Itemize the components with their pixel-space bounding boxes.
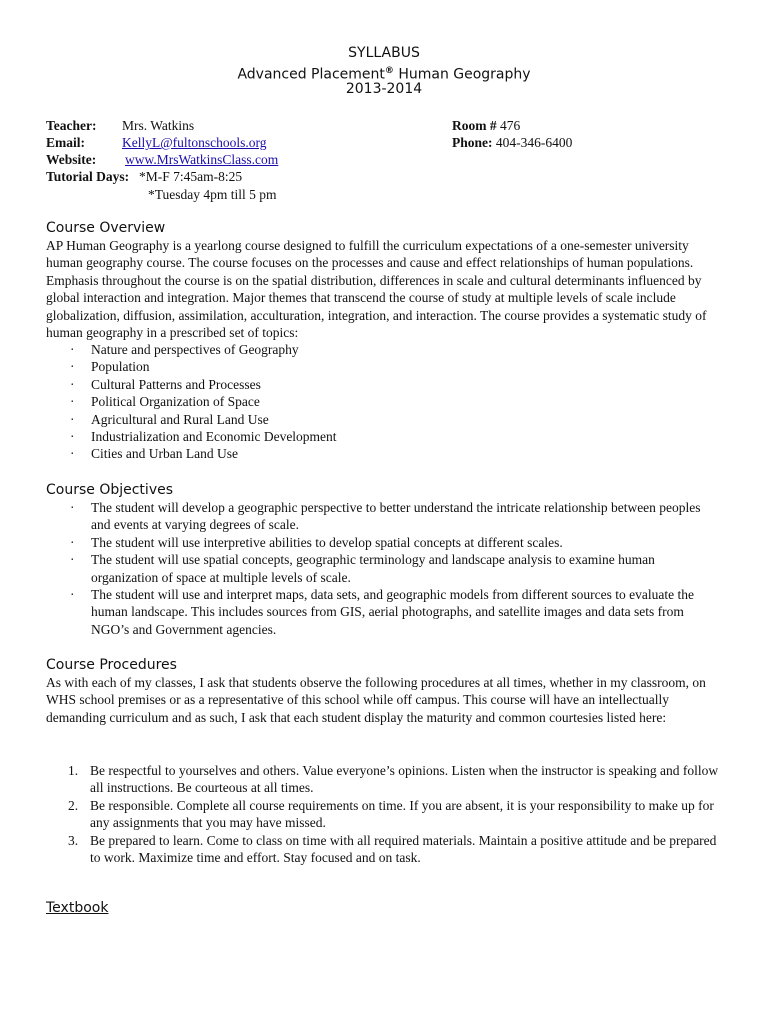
phone-label: Phone: — [452, 135, 493, 150]
procedures-list — [46, 762, 722, 866]
objective-text: The student will use spatial concepts, geographic terminology and landscape analysis to examine human organization of space at multiple levels of scale. — [91, 552, 655, 585]
list-item — [46, 341, 722, 358]
procedure-text: Be respectful to yourselves and others. Value everyone’s opinions. Listen when the instructor is speaking and follow all instructions. Be courteous at all times. — [90, 763, 719, 796]
teacher-value: Mrs. Watkins — [122, 118, 195, 133]
bullet-icon: · — [70, 534, 75, 550]
topic-text: Cities and Urban Land Use — [91, 446, 238, 462]
list-item — [46, 376, 722, 393]
textbook-heading: Textbook — [46, 900, 109, 916]
teacher-label: Teacher: — [46, 118, 97, 133]
tutorial-line-2: *Tuesday 4pm till 5 pm — [148, 187, 277, 202]
list-item — [46, 411, 722, 428]
item-number: 1. — [68, 763, 79, 778]
topic-text: Nature and perspectives of Geography — [91, 342, 299, 357]
procedure-text: Be responsible. Complete all course requirements on time. If you are absent, it is your responsibility to make up for any assignments that you may have missed. — [90, 797, 714, 831]
objective-text: The student will use and interpret maps, data sets, and geographic models from different sources to evaluate the human landscape. This includes sources from GIS, aerial photographs, and satellite images and data sets from NGO’s and Government agencies. — [91, 587, 694, 637]
list-item — [46, 586, 722, 638]
email-label: Email: — [46, 135, 85, 150]
objectives-list — [46, 499, 722, 638]
course-overview-paragraph: AP Human Geography is a yearlong course designed to fulfill the curriculum expectations of a one-semester university human geography course. The course focuses on the processes and cause and effect relationships of human populations. Emphasis throughout the course is on the spatial distribution, differences in scale and cultural determinants influenced by global interaction and integration. Major themes that transcend the course of study at multiple levels of scale include globalization, diffusion, assimilation, acculturation, integration, and interaction. The course provides a systematic study of human geography in a prescribed set of topics: — [46, 238, 707, 341]
list-item — [46, 393, 722, 410]
website-link[interactable]: www.MrsWatkinsClass.com — [125, 152, 279, 167]
bullet-icon: · — [70, 552, 75, 568]
list-item — [46, 445, 722, 462]
room-info — [452, 117, 520, 134]
tutorial-label: Tutorial Days: — [46, 169, 130, 184]
website-label: Website: — [46, 152, 97, 167]
phone-value: 404-346-6400 — [492, 135, 573, 150]
list-item — [46, 832, 722, 867]
list-item — [46, 551, 722, 586]
email-link[interactable]: KellyL@fultonschools.org — [122, 135, 267, 150]
course-overview-heading: Course Overview — [46, 220, 166, 236]
list-item — [46, 762, 722, 797]
topic-text: Political Organization of Space — [91, 394, 260, 410]
topic-text: Agricultural and Rural Land Use — [91, 411, 269, 427]
bullet-icon: · — [70, 446, 75, 462]
bullet-icon: · — [70, 359, 75, 375]
bullet-icon: · — [70, 376, 75, 392]
tutorial-line-1: *M-F 7:45am-8:25 — [139, 169, 243, 184]
item-number: 2. — [68, 797, 79, 813]
topic-text: Cultural Patterns and Processes — [91, 376, 261, 392]
room-value: 476 — [496, 118, 521, 133]
document-title: SYLLABUS — [348, 45, 420, 61]
course-subject: Human Geography — [393, 66, 531, 83]
objective-text: The student will develop a geographic perspective to better understand the intricate relationship between peoples and events at varying degrees of scale. — [91, 500, 701, 533]
list-item — [46, 428, 722, 445]
bullet-icon: · — [70, 429, 75, 445]
bullet-icon: · — [70, 394, 75, 410]
item-number: 3. — [68, 832, 79, 848]
bullet-icon: · — [70, 411, 75, 427]
list-item — [46, 534, 722, 551]
bullet-icon: · — [70, 342, 75, 357]
course-name: Advanced Placement — [237, 66, 385, 83]
registered-mark: ® — [384, 66, 394, 76]
phone-info — [452, 134, 572, 151]
bullet-icon: · — [70, 500, 75, 515]
topic-text: Population — [91, 359, 150, 375]
course-procedures-heading: Course Procedures — [46, 657, 177, 673]
course-procedures-paragraph: As with each of my classes, I ask that students observe the following procedures at all times, whether in my classroom, on WHS school premises or as a representative of this school while off campus. This course will have an intellectually demanding curriculum and as such, I ask that each student display the maturity and common courtesies listed here: — [46, 675, 706, 725]
list-item — [46, 358, 722, 375]
course-objectives-heading: Course Objectives — [46, 482, 174, 498]
topic-text: Industrialization and Economic Development — [91, 429, 337, 445]
school-year: 2013-2014 — [345, 81, 423, 97]
list-item — [46, 797, 722, 832]
list-item — [46, 499, 722, 534]
room-label: Room # — [452, 118, 497, 133]
topics-list — [46, 341, 722, 463]
bullet-icon: · — [70, 587, 75, 603]
procedure-text: Be prepared to learn. Come to class on time with all required materials. Maintain a positive attitude and be prepared to work. Maximize time and effort. Stay focused and on task. — [90, 832, 717, 866]
objective-text: The student will use interpretive abilities to develop spatial concepts at different scales. — [91, 534, 563, 550]
